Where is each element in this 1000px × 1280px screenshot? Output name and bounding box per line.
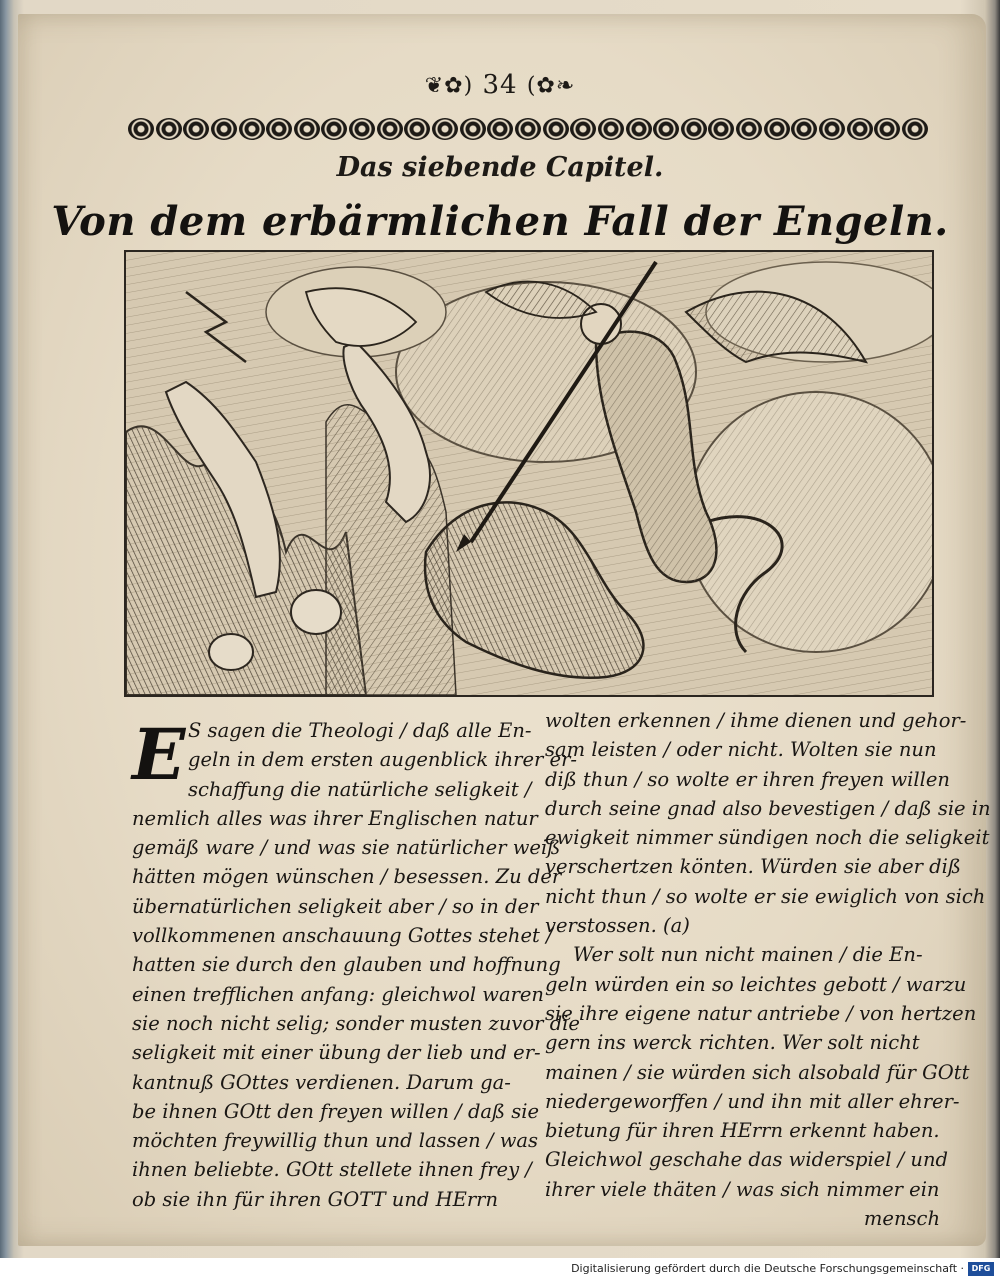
- text-line: nicht thun / so wolte er sie ewiglich von sich: [545, 884, 986, 908]
- text-line: hatten sie durch den glauben und hoffnung: [132, 953, 561, 977]
- text-line: sie noch nicht selig; sonder musten zuvor die: [132, 1011, 580, 1035]
- text-line: ihrer viele thäten / was sich nimmer ein: [545, 1177, 940, 1201]
- engraving-fall-of-angels-image: [126, 252, 932, 695]
- text-line: vollkommenen anschauung Gottes stehet /: [132, 924, 553, 948]
- text-line: ewigkeit nimmer sündigen noch die seligkeit: [545, 826, 990, 850]
- drop-cap: E: [132, 713, 186, 796]
- right-text-column: [545, 706, 991, 1233]
- text-line: einen trefflichen anfang: gleichwol waren: [132, 982, 544, 1006]
- text-line: diß thun / so wolte er ihren freyen willen: [545, 767, 950, 791]
- text-line: Gleichwol geschahe das widerspiel / und: [545, 1148, 949, 1172]
- text-line: schaffung die natürliche seligkeit /: [188, 777, 532, 801]
- text-line: hätten mögen wünschen / besessen. Zu der: [132, 865, 562, 889]
- text-line: bietung für ihren HErrn erkennt haben.: [545, 1119, 940, 1143]
- text-line: be ihnen GOtt den freyen willen / daß sie: [132, 1099, 540, 1123]
- text-line: kantnuß GOttes verdienen. Darum ga-: [132, 1070, 511, 1094]
- text-line: wolten erkennen / ihme dienen und gehor-: [545, 709, 967, 732]
- digitization-footer: [0, 1258, 1000, 1280]
- text-line: sie ihre eigene natur antriebe / von hertzen: [545, 1001, 977, 1025]
- text-line: gemäß ware / und was sie natürlicher weiß: [132, 836, 561, 860]
- text-line: niedergeworffen / und ihn mit aller ehrer-: [545, 1089, 960, 1113]
- left-text-column: [132, 713, 580, 1214]
- ornamental-band: [128, 114, 928, 144]
- chapter-heading: Von dem erbärmlichen Fall der Engeln.: [51, 198, 949, 245]
- running-head: [0, 70, 1000, 100]
- footer-credit: Digitalisierung gefördert durch die Deutsche Forschungsgemeinschaft ·: [571, 1262, 964, 1275]
- text-line: Wer solt nun nicht mainen / die En-: [573, 943, 923, 967]
- text-line: nemlich alles was ihrer Englischen natur: [132, 806, 538, 830]
- text-line: S sagen die Theologi / daß alle En-: [188, 719, 532, 742]
- text-line: übernatürlichen seligkeit aber / so in der: [132, 894, 539, 918]
- engraving-illustration: [124, 250, 934, 697]
- text-line: verschertzen könten. Würden sie aber diß: [545, 855, 961, 879]
- right-ornament-icon: (✿❧: [526, 73, 576, 99]
- text-line: ob sie ihn für ihren GOTT und HErrn: [132, 1187, 499, 1211]
- text-line: ihnen beliebte. GOtt stellete ihnen frey /: [132, 1158, 532, 1182]
- catchword: mensch: [863, 1207, 940, 1231]
- chapter-title: Das siebende Capitel.: [336, 152, 664, 183]
- text-line: geln würden ein so leichtes gebott / warzu: [545, 972, 967, 996]
- text-line: mainen / sie würden sich alsobald für GOtt: [545, 1060, 970, 1084]
- text-line: gern ins werck richten. Wer solt nicht: [545, 1031, 920, 1055]
- text-line: seligkeit mit einer übung der lieb und er-: [132, 1041, 541, 1065]
- text-line: verstossen. (a): [545, 914, 690, 938]
- left-ornament-icon: ❦✿): [424, 73, 474, 99]
- text-line: sam leisten / oder nicht. Wolten sie nun: [545, 738, 937, 762]
- text-line: möchten freywillig thun und lassen / was: [132, 1129, 539, 1153]
- dfg-logo-icon: DFG: [968, 1262, 994, 1276]
- page-number: 34: [482, 70, 518, 100]
- text-line: geln in dem ersten augenblick ihrer er-: [188, 748, 578, 772]
- text-line: durch seine gnad also bevestigen / daß sie in: [545, 796, 991, 820]
